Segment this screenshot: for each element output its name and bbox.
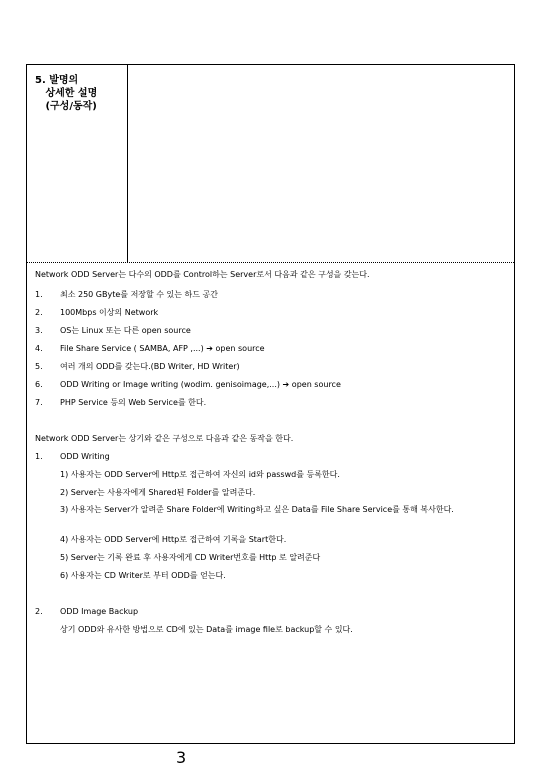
list-item: 최소 250 GByte를 저장할 수 있는 하드 공간 — [60, 290, 219, 299]
list-number: 2. — [35, 308, 43, 317]
intro-paragraph: Network ODD Server는 다수의 ODD를 Control하는 Server로서 다음과 같은 구성을 갖는다. — [35, 270, 370, 279]
section-header — [27, 65, 514, 263]
list-item: PHP Service 등의 Web Service를 한다. — [60, 398, 207, 407]
operation-title: ODD Writing — [60, 452, 110, 461]
list-number: 5. — [35, 362, 43, 371]
operation-number: 1. — [35, 452, 43, 461]
list-number: 4. — [35, 344, 43, 353]
operation-step: 1) 사용자는 ODD Server에 Http로 접근하여 자신의 id와 passwd를 등록한다. — [60, 470, 340, 479]
list-item: File Share Service ( SAMBA, AFP ,...) ➔ open source — [60, 344, 265, 353]
section-title-line: 상세한 설명 — [35, 88, 98, 99]
section-title-line: 5. 발명의 — [35, 75, 79, 86]
operation-step: 5) Server는 기록 완료 후 사용자에게 CD Writer번호를 Http 로 알려준다 — [60, 553, 321, 562]
operation-title: ODD Image Backup — [60, 607, 139, 616]
operation-step: 4) 사용자는 ODD Server에 Http로 접근하여 기록을 Start한다. — [60, 535, 287, 544]
document-frame — [26, 64, 515, 744]
list-number: 1. — [35, 290, 43, 299]
operation-step: 3) 사용자는 Server가 알려준 Share Folder에 Writing하고 싶은 Data를 File Share Service를 통해 복사한다. — [60, 505, 454, 514]
list-number: 6. — [35, 380, 43, 389]
page-number: 3 — [176, 748, 187, 767]
operation-number: 2. — [35, 607, 43, 616]
intro-paragraph: Network ODD Server는 상기와 같은 구성으로 다음과 같은 동작을 한다. — [35, 434, 294, 443]
operation-step: 2) Server는 사용자에게 Shared된 Folder를 알려준다. — [60, 488, 256, 497]
list-item: 100Mbps 이상의 Network — [60, 308, 159, 317]
section-title — [27, 65, 128, 263]
list-number: 3. — [35, 326, 43, 335]
list-item: ODD Writing or Image writing (wodim. genisoimage,...) ➔ open source — [60, 380, 341, 389]
list-item: OS는 Linux 또는 다른 open source — [60, 326, 191, 335]
section-title-line: (구성/동작) — [35, 101, 97, 112]
operation-description: 상기 ODD와 유사한 방법으로 CD에 있는 Data를 image file로 backup할 수 있다. — [60, 625, 353, 634]
list-number: 7. — [35, 398, 43, 407]
list-item: 여러 개의 ODD를 갖는다.(BD Writer, HD Writer) — [60, 362, 240, 371]
operation-step: 6) 사용자는 CD Writer로 부터 ODD를 얻는다. — [60, 571, 226, 580]
